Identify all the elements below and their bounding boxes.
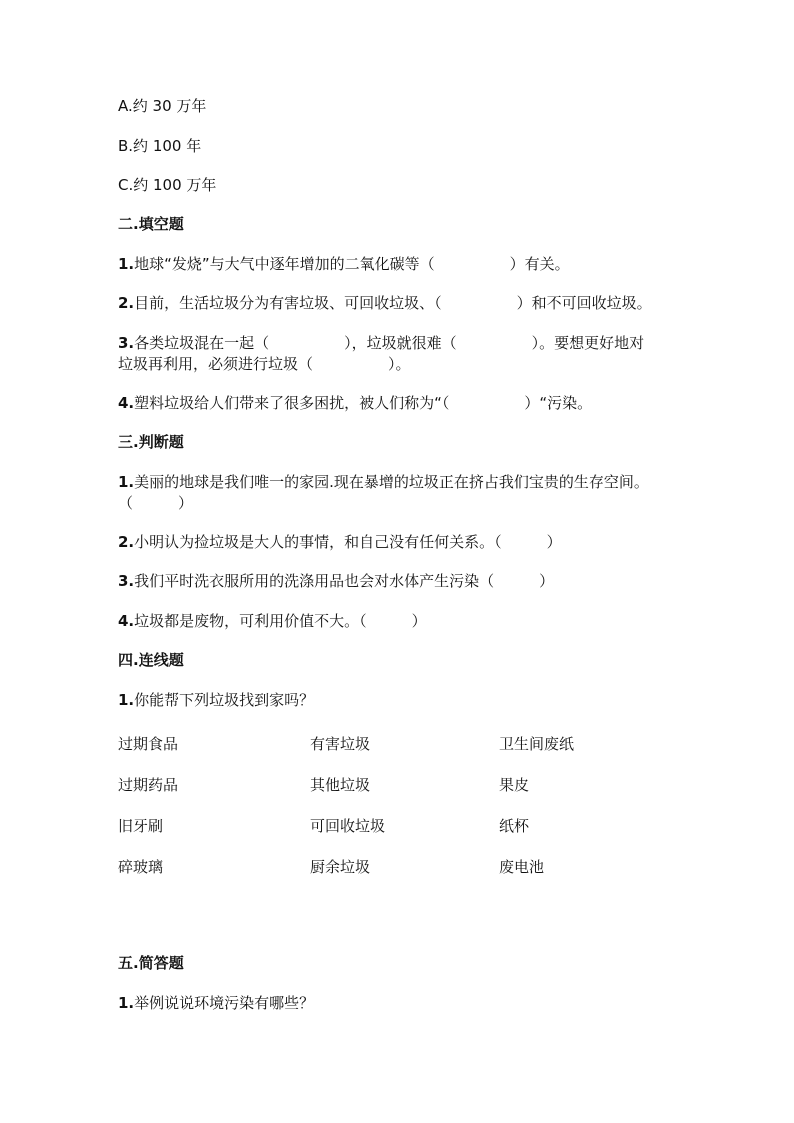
question-number: 2. <box>118 294 135 312</box>
question-text: 地球“发烧”与大气中逐年增加的二氧化碳等（ ）有关。 <box>134 255 570 273</box>
option-a: A.约 30 万年 <box>118 97 207 115</box>
question-text: 垃圾都是废物，可利用价值不大。（ ） <box>134 612 427 630</box>
question-text: 我们平时洗衣服所用的洗涤用品也会对水体产生污染（ ） <box>134 572 555 590</box>
question-number: 1. <box>118 691 135 709</box>
fill-question-2 <box>118 293 652 313</box>
question-number: 4. <box>118 612 135 630</box>
question-text: 小明认为捡垃圾是大人的事情，和自己没有任何关系。（ ） <box>134 533 562 551</box>
matching-item-right: 果皮 <box>499 776 530 794</box>
matching-item-right: 纸杯 <box>499 817 530 835</box>
question-text: 塑料垃圾给人们带来了很多困扰，被人们称为“（ ）“污染。 <box>134 394 593 412</box>
matching-row <box>118 816 718 836</box>
judge-question-1 <box>118 472 649 492</box>
question-text: 你能帮下列垃圾找到家吗？ <box>134 691 315 709</box>
section-title-matching: 四.连线题 <box>118 651 184 669</box>
matching-question-1 <box>118 690 314 710</box>
matching-item-left: 过期食品 <box>118 735 179 753</box>
matching-row <box>118 775 718 795</box>
judge-question-3 <box>118 571 554 591</box>
judge-question-1-continued: （ ） <box>118 494 194 512</box>
matching-item-middle: 有害垃圾 <box>310 735 371 753</box>
section-title-true-false: 三.判断题 <box>118 433 184 451</box>
matching-item-middle: 厨余垃圾 <box>310 858 371 876</box>
matching-row <box>118 857 718 877</box>
fill-question-3-continued: 垃圾再利用，必须进行垃圾（ ）。 <box>118 355 411 373</box>
question-text: 各类垃圾混在一起（ ），垃圾就很难（ ）。要想更好地对 <box>134 334 645 352</box>
section-title-fill-blank: 二.填空题 <box>118 215 184 233</box>
question-number: 1. <box>118 994 135 1012</box>
judge-question-2 <box>118 532 562 552</box>
question-number: 2. <box>118 533 135 551</box>
question-number: 1. <box>118 473 135 491</box>
matching-item-middle: 其他垃圾 <box>310 776 371 794</box>
question-number: 3. <box>118 334 135 352</box>
question-text: 举例说说环境污染有哪些？ <box>134 994 315 1012</box>
matching-row <box>118 734 718 754</box>
matching-item-middle: 可回收垃圾 <box>310 817 386 835</box>
matching-item-right: 废电池 <box>499 858 545 876</box>
fill-question-1 <box>118 254 570 274</box>
option-b: B.约 100 年 <box>118 137 202 155</box>
question-text: 目前，生活垃圾分为有害垃圾、可回收垃圾、（ ）和不可回收垃圾。 <box>134 294 652 312</box>
question-number: 3. <box>118 572 135 590</box>
question-number: 1. <box>118 255 135 273</box>
answer-question-1 <box>118 993 314 1013</box>
option-c: C.约 100 万年 <box>118 176 217 194</box>
question-text: 美丽的地球是我们唯一的家园.现在暴增的垃圾正在挤占我们宝贵的生存空间。 <box>134 473 649 491</box>
question-number: 4. <box>118 394 135 412</box>
matching-item-left: 过期药品 <box>118 776 179 794</box>
fill-question-4 <box>118 393 592 413</box>
matching-item-right: 卫生间废纸 <box>499 735 575 753</box>
section-title-short-answer: 五.简答题 <box>118 954 184 972</box>
matching-item-left: 旧牙刷 <box>118 817 164 835</box>
judge-question-4 <box>118 611 427 631</box>
fill-question-3 <box>118 333 644 353</box>
matching-item-left: 碎玻璃 <box>118 858 164 876</box>
